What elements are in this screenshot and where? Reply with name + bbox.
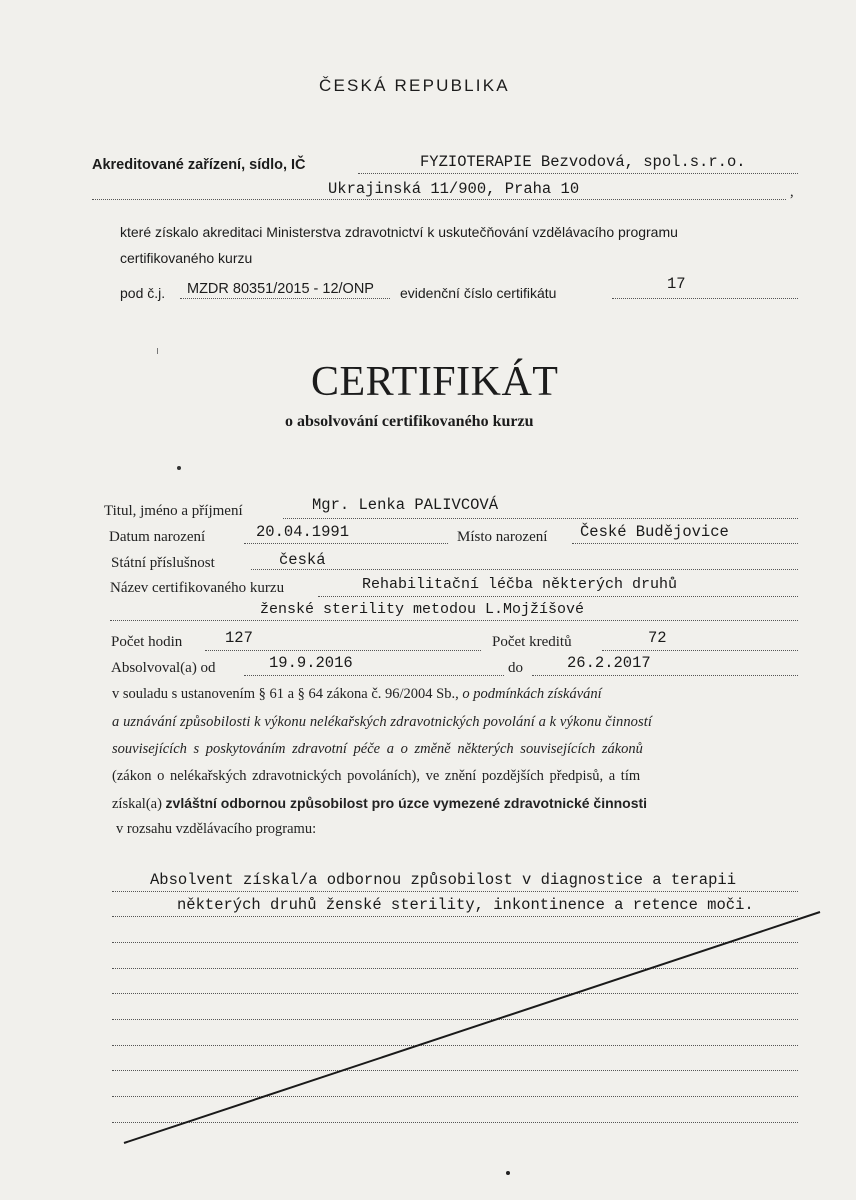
- certificate-number: 17: [667, 275, 686, 293]
- certificate-subtitle: o absolvování certifikovaného kurzu: [285, 413, 534, 430]
- facility-address: Ukrajinská 11/900, Praha 10: [328, 180, 580, 198]
- hours-value: 127: [225, 629, 253, 647]
- to-label: do: [508, 660, 523, 676]
- law-line-2: a uznávání způsobilosti k výkonu nelékařských zdravotnických povolání a k výkonu činností: [112, 714, 653, 730]
- hours-label: Počet hodin: [111, 634, 183, 650]
- program-text-2: některých druhů ženské sterility, inkontinence a retence moči.: [177, 896, 754, 914]
- dob-value: 20.04.1991: [256, 523, 350, 541]
- course-value-2: ženské sterility metodou L.Mojžíšové: [260, 601, 585, 618]
- name-value: Mgr. Lenka PALIVCOVÁ: [312, 496, 499, 514]
- law-line-1-italic: o podmínkách získávání: [462, 686, 602, 702]
- from-value: 19.9.2016: [269, 654, 353, 672]
- name-label: Titul, jméno a příjmení: [104, 503, 243, 519]
- country-heading: ČESKÁ REPUBLIKA: [319, 76, 510, 95]
- credits-label: Počet kreditů: [492, 634, 572, 650]
- credits-value: 72: [648, 629, 667, 647]
- dob-label: Datum narození: [109, 529, 206, 545]
- address-line-end: ,: [790, 184, 794, 200]
- reference-label: pod č.j.: [120, 285, 166, 301]
- program-text-1: Absolvent získal/a odbornou způsobilost v diagnostice a terapii: [150, 871, 736, 889]
- accreditation-text-1: které získalo akreditaci Ministerstva zdravotnictví k uskutečňování vzdělávacího programu: [120, 224, 678, 240]
- certificate-number-label: evidenční číslo certifikátu: [400, 285, 557, 301]
- law-line-1-plain: v souladu s ustanovením § 61 a § 64 zákona č. 96/2004 Sb.,: [112, 686, 463, 702]
- from-label: Absolvoval(a) od: [111, 660, 216, 676]
- accreditation-text-2: certifikovaného kurzu: [120, 250, 253, 266]
- law-line-5-plain: získal(a): [112, 796, 166, 812]
- ink-speck-3: [506, 1171, 510, 1175]
- facility-name: FYZIOTERAPIE Bezvodová, spol.s.r.o.: [420, 153, 746, 171]
- course-value-1: Rehabilitační léčba některých druhů: [362, 576, 678, 593]
- pob-label: Místo narození: [457, 529, 548, 545]
- course-label: Název certifikovaného kurzu: [110, 580, 285, 596]
- to-value: 26.2.2017: [567, 654, 651, 672]
- citizenship-value: česká: [279, 551, 326, 569]
- pob-value: České Budějovice: [580, 523, 729, 541]
- citizenship-label: Státní příslušnost: [111, 555, 215, 571]
- law-line-5-bold: zvláštní odbornou způsobilost pro úzce vymezené zdravotnické činnosti: [165, 795, 648, 811]
- law-line-4: (zákon o nelékařských zdravotnických povoláních), ve znění pozdějších předpisů, a tím: [112, 768, 641, 784]
- law-line-3: souvisejících s poskytováním zdravotní péče a o změně některých souvisejících zákonů: [112, 741, 643, 757]
- certificate-title: CERTIFIKÁT: [311, 359, 559, 405]
- facility-label: Akreditované zařízení, sídlo, IČ: [92, 157, 306, 173]
- law-line-6: v rozsahu vzdělávacího programu:: [116, 821, 317, 837]
- reference-number: MZDR 80351/2015 - 12/ONP: [187, 281, 374, 297]
